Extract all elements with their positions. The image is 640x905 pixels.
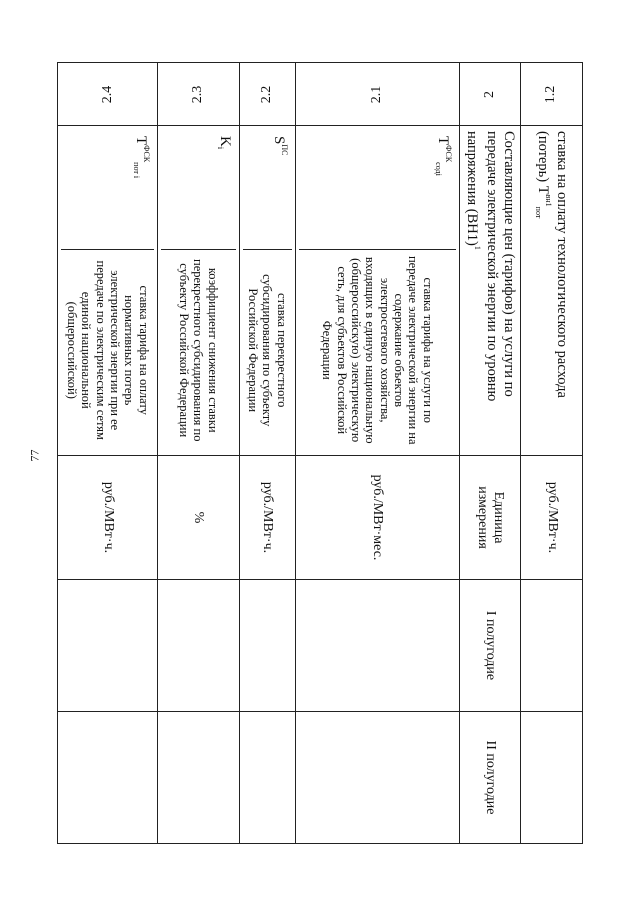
row-number: 2.1 — [295, 63, 459, 126]
row-text: Составляющие цен (тарифов) на услуги по передаче электрической энергии по уровню напряжения $(ВН1)^1$ — [459, 126, 520, 456]
description-cell: ставка тарифа на оплату нормативных потерь электрической энергии при ее передаче по электрическим сетям единой национальной (общероссийской) — [64, 260, 151, 440]
row-number: 1.2 — [521, 63, 583, 126]
unit-header: Единица измерения — [459, 456, 520, 580]
table-row — [157, 63, 239, 844]
rotated-table-wrapper — [66, 62, 583, 843]
unit-cell: руб./МВт·ч. — [239, 456, 295, 580]
table-row — [459, 63, 520, 844]
row-text: ставка на оплату технологического расхода (потерь) $T^{вн1}_{пот}$ — [521, 126, 583, 456]
row-text — [295, 126, 459, 456]
table-row — [239, 63, 295, 844]
symbol-cell: $S^{ПС}$ — [243, 131, 292, 250]
table-row — [295, 63, 459, 844]
description-cell: ставка перекрестного субсидирования по субъекту Российской Федерации — [246, 274, 289, 427]
unit-cell: руб./МВт·ч. — [521, 456, 583, 580]
period-header-2: II полугодие — [459, 712, 520, 844]
inner-layout — [243, 131, 292, 450]
unit-cell: руб./МВт·ч. — [58, 456, 157, 580]
row-number: 2.2 — [239, 63, 295, 126]
empty-cell — [157, 712, 239, 844]
empty-cell — [521, 712, 583, 844]
table-row — [58, 63, 157, 844]
unit-cell: руб./МВт·мес. — [295, 456, 459, 580]
unit-cell: % — [157, 456, 239, 580]
empty-cell — [239, 580, 295, 712]
row-number: 2.3 — [157, 63, 239, 126]
symbol-cell: $K_i$ — [161, 131, 236, 250]
empty-cell — [295, 580, 459, 712]
row-text — [157, 126, 239, 456]
empty-cell — [295, 712, 459, 844]
inner-layout — [61, 131, 153, 450]
description-cell: ставка тарифа на услуги по передаче электрической энергии на содержание объектов электросетевого хозяйства, входящих в единую национальную (общероссийскую) электрическую сеть, для субъектов Российской Федерации — [320, 255, 435, 445]
empty-cell — [58, 712, 157, 844]
inner-layout — [299, 131, 456, 450]
row-number: 2.4 — [58, 63, 157, 126]
symbol-cell: $T^{ФСК}_{содi}$ — [299, 131, 456, 250]
row-text — [239, 126, 295, 456]
page-number: 77 — [27, 449, 42, 462]
description-cell: коэффициент снижения ставки перекрестного субсидирования по субъекту Российской Федерации — [177, 259, 220, 442]
empty-cell — [239, 712, 295, 844]
empty-cell — [58, 580, 157, 712]
empty-cell — [157, 580, 239, 712]
empty-cell — [521, 580, 583, 712]
tariff-table — [57, 62, 583, 844]
inner-layout — [161, 131, 236, 450]
table-row — [521, 63, 583, 844]
period-header-1: I полугодие — [459, 580, 520, 712]
row-text — [58, 126, 157, 456]
symbol-cell: $T^{ФСК}_{пот i}$ — [61, 131, 153, 250]
row-number: 2 — [459, 63, 520, 126]
